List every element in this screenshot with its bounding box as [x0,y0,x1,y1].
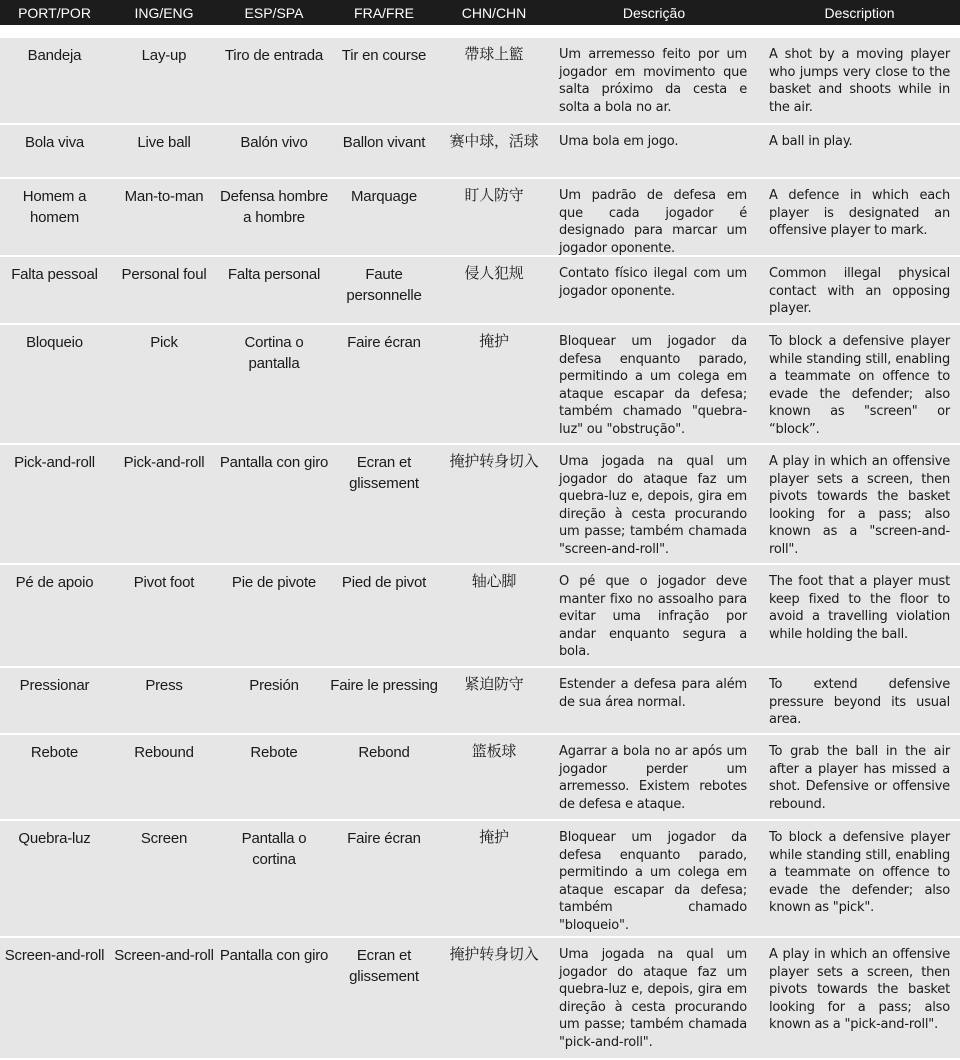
description-en: A ball in play. [769,134,853,149]
table-row [0,821,960,938]
term-spa: Balón vivo [240,134,308,151]
term-por: Quebra-luz [18,830,91,847]
term-por: Falta pessoal [11,266,98,283]
table-row [0,565,960,668]
table-row [0,38,960,125]
table-row [0,735,960,821]
table-row [0,325,960,445]
term-eng: Man-to-man [124,188,204,205]
header-fre: FRA/FRE [354,4,414,21]
term-por: Bola viva [24,134,85,151]
term-chn: 轴心脚 [471,572,517,590]
description-en: To block a defensive player while standing still, enabling a teammate on offence to evade the defender; also known as "screen" or “block”. [769,334,950,437]
term-fre: Tir en course [341,47,427,64]
description-pt: Estender a defesa para além de sua área normal. [559,677,747,710]
term-spa: Rebote [250,744,298,761]
description-pt: Um arremesso feito por um jogador em movimento que salta próximo da cesta e solta a bola no ar. [559,47,747,115]
term-por: Bandeja [27,47,82,64]
term-eng: Pivot foot [133,574,195,591]
term-eng: Personal foul [121,266,207,283]
term-fre: Faire écran [347,830,421,847]
header-desc-en: Description [824,4,895,21]
header-desc-pt: Descrição [622,4,686,21]
description-pt: Contato físico ilegal com um jogador oponente. [559,266,747,299]
term-por: Pé de apoio [15,574,94,591]
table-header [0,0,960,25]
term-eng: Press [145,677,183,694]
term-chn: 掩护 [479,332,509,350]
term-fre: Ecran et glissement [349,454,419,492]
header-por: PORT/POR [18,4,91,21]
description-pt: Bloquear um jogador da defesa enquanto parado, permitindo a um colega em ataque escapar da defesa; também chamado "quebra-luz" ou "obstrução". [559,334,747,437]
term-fre: Faire écran [347,334,421,351]
term-por: Pressionar [19,677,90,694]
term-spa: Defensa hombre a hombre [219,188,329,226]
description-en: A play in which an offensive player sets a screen, then pivots towards the basket looking for a pass; also known as a "pick-and-roll". [769,947,950,1033]
term-fre: Marquage [351,188,417,205]
term-spa: Pantalla con giro [219,947,329,964]
term-eng: Live ball [137,134,191,151]
description-pt: Uma jogada na qual um jogador do ataque faz um quebra-luz e, depois, gira em direção à cesta procurando um passe; também chamada "screen-and-roll". [559,454,747,557]
term-eng: Screen-and-roll [114,947,214,964]
term-eng: Pick-and-roll [123,454,205,471]
table-row [0,125,960,179]
term-eng: Screen [140,830,188,847]
term-chn: 盯人防守 [464,186,524,204]
table-row [0,445,960,565]
term-por: Rebote [30,744,79,761]
table-row [0,938,960,1060]
description-pt: O pé que o jogador deve manter fixo no assoalho para evitar uma infração por andar enquanto segura a bola. [559,574,747,660]
description-en: A shot by a moving player who jumps very close to the basket and shoots while in the air. [769,47,950,115]
term-spa: Pantalla o cortina [241,830,307,868]
description-en: To grab the ball in the air after a player has missed a shot. Defensive or offensive rebound. [769,744,950,812]
description-en: A play in which an offensive player sets a screen, then pivots towards the basket looking for a pass; also known as a "screen-and-roll". [769,454,950,557]
term-spa: Falta personal [227,266,321,283]
header-eng: ING/ENG [134,4,194,21]
term-chn: 赛中球，活球 [449,132,539,150]
term-por: Homem a homem [22,188,87,226]
term-chn: 篮板球 [471,742,517,760]
term-fre: Rebond [358,744,410,761]
description-pt: Bloquear um jogador da defesa enquanto parado, permitindo a um colega em ataque escapar da defesa; também chamado "bloqueio". [559,830,747,933]
header-gap [0,25,960,38]
description-pt: Uma jogada na qual um jogador do ataque faz um quebra-luz e, depois, gira em direção à cesta procurando um passe; também chamada "pick-and-roll". [559,947,747,1050]
term-chn: 帶球上籃 [464,45,524,63]
term-spa: Pie de pivote [231,574,317,591]
term-fre: Ecran et glissement [349,947,419,985]
term-fre: Ballon vivant [342,134,426,151]
term-spa: Tiro de entrada [224,47,324,64]
term-eng: Pick [150,334,178,351]
term-por: Screen-and-roll [4,947,105,964]
description-pt: Um padrão de defesa em que cada jogador é designado para marcar um jogador oponente. [559,188,747,256]
description-pt: Agarrar a bola no ar após um jogador perder um arremesso. Existem rebotes de defesa e ataque. [559,744,747,812]
term-fre: Faute personnelle [346,266,422,304]
header-chn: CHN/CHN [461,4,527,21]
description-en: To extend defensive pressure beyond its usual area. [769,677,950,728]
term-por: Pick-and-roll [14,454,95,471]
term-spa: Pantalla con giro [219,454,329,471]
description-pt: Uma bola em jogo. [559,134,679,149]
term-spa: Cortina o pantalla [244,334,304,372]
term-fre: Faire le pressing [330,677,438,694]
term-eng: Rebound [134,744,194,761]
description-en: To block a defensive player while standing still, enabling a teammate on offence to evade the defender; also known as "pick". [769,830,950,916]
table-row [0,257,960,325]
header-spa: ESP/SPA [244,4,304,21]
description-en: A defence in which each player is designated an offensive player to mark. [769,188,950,239]
term-fre: Pied de pivot [341,574,427,591]
term-chn: 紧迫防守 [464,675,524,693]
term-chn: 掩护转身切入 [449,452,539,470]
term-por: Bloqueio [26,334,83,351]
term-chn: 掩护 [479,828,509,846]
term-spa: Presión [249,677,299,694]
table-row [0,668,960,735]
description-en: Common illegal physical contact with an opposing player. [769,266,950,317]
glossary-table [0,38,960,1060]
term-eng: Lay-up [141,47,187,64]
description-en: The foot that a player must keep fixed to the floor to avoid a travelling violation while holding the ball. [769,574,950,642]
term-chn: 侵人犯规 [464,264,524,282]
table-row [0,179,960,257]
term-chn: 掩护转身切入 [449,945,539,963]
